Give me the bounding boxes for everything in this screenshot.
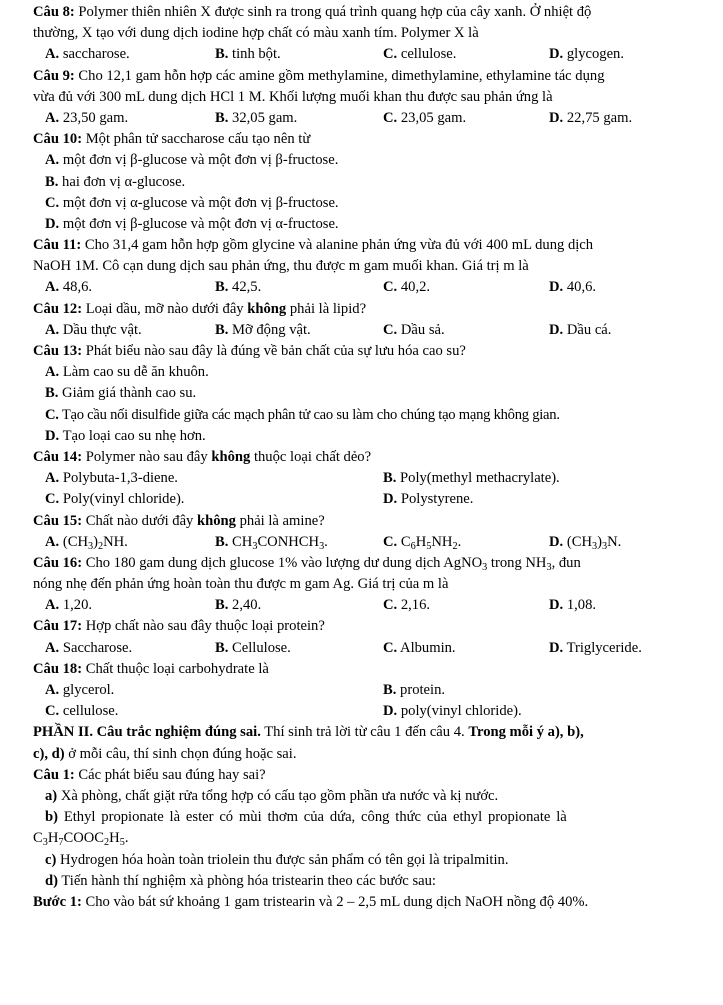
option-b[interactable]: B. hai đơn vị α-glucose. bbox=[45, 173, 186, 190]
statement-a[interactable]: a) Xà phòng, chất giặt rửa tổng hợp có cấu tạo gồm phần ưa nước và kị nước. bbox=[45, 787, 499, 804]
option-b[interactable]: B. 32,05 gam. bbox=[215, 109, 298, 126]
option-b[interactable]: B. 42,5. bbox=[215, 279, 262, 296]
option-c[interactable]: C. Dầu sả. bbox=[383, 321, 445, 338]
question-text: Các phát biểu sau đúng hay sai? bbox=[74, 766, 266, 783]
option-c[interactable]: C. $C_6H_5NH_2$. bbox=[383, 533, 462, 552]
question-number: Câu 10: bbox=[33, 131, 83, 148]
question-10 bbox=[33, 129, 681, 235]
question-text: vừa đủ với 300 mL dung dịch HCl 1 M. Khối lượng muối khan thu được sau phản ứng là bbox=[33, 88, 553, 105]
true-false-question-1 bbox=[33, 765, 681, 913]
option-c[interactable]: C. Tạo cầu nối disulfide giữa các mạch phân tử cao su làm cho chúng tạo mạng không gian. bbox=[45, 406, 560, 423]
option-c[interactable]: C. một đơn vị α-glucose và một đơn vị β-fructose. bbox=[45, 194, 339, 211]
question-number: Câu 13: bbox=[33, 343, 83, 359]
option-b[interactable]: B. $CH_3CONHCH_3$. bbox=[215, 533, 328, 552]
option-a[interactable]: A. một đơn vị β-glucose và một đơn vị β-fructose. bbox=[45, 152, 339, 169]
option-a[interactable]: A. 48,6. bbox=[45, 279, 93, 296]
answer-options bbox=[33, 532, 681, 553]
answer-options bbox=[33, 701, 681, 722]
answer-options bbox=[33, 595, 681, 616]
option-d[interactable]: D. Dầu cá. bbox=[549, 321, 612, 338]
question-13 bbox=[33, 341, 681, 447]
question-11 bbox=[33, 235, 681, 299]
option-a[interactable]: A. glycerol. bbox=[45, 682, 115, 698]
question-15: Câu 15: Chất nào dưới đây không phải là amine? A. $(CH_3)_2NH$. B. $CH_3CONHCH_3$. C. $C_6H_5NH_2$. D. $(CH_3)_3N$. bbox=[33, 511, 681, 553]
option-c[interactable]: C. 23,05 gam. bbox=[383, 109, 467, 126]
answer-options bbox=[33, 638, 681, 659]
option-a[interactable]: A. Polybuta-1,3-diene. bbox=[45, 470, 178, 487]
option-d[interactable]: D. glycogen. bbox=[549, 46, 624, 63]
option-a[interactable]: A. Dầu thực vật. bbox=[45, 321, 142, 338]
question-number: Câu 14: bbox=[33, 448, 83, 465]
option-b[interactable]: B. tinh bột. bbox=[215, 46, 281, 63]
question-text: Chất thuộc loại carbohydrate là bbox=[82, 660, 269, 677]
option-c[interactable]: C. 40,2. bbox=[383, 279, 431, 296]
question-number: Câu 1: bbox=[33, 766, 75, 783]
question-14: Câu 14: Polymer nào sau đây không thuộc loại chất dẻo? A. Polybuta-1,3-diene. B. Poly(methyl methacrylate). C. Poly(vinyl chloride). D. Polystyrene. bbox=[33, 447, 681, 511]
option-b[interactable]: B. Poly(methyl methacrylate). bbox=[383, 470, 560, 487]
step-1: Bước 1: Cho vào bát sứ khoảng 1 gam tristearin và 2 – 2,5 mL dung dịch NaOH nồng độ 40%. bbox=[33, 893, 589, 910]
answer-options bbox=[33, 320, 681, 341]
option-a[interactable]: A. 1,20. bbox=[45, 597, 93, 614]
question-16: Câu 16: Cho 180 gam dung dịch glucose 1% vào lượng dư dung dịch AgNO$_3$ trong $NH_3$, đun nóng nhẹ đến phản ứng hoàn toàn thu được m gam Ag. Giá trị của m là A. 1,20. B. 2,40. C. 2,16. D. 1,08. bbox=[33, 553, 681, 617]
question-text: Polymer thiên nhiên X được sinh ra trong quá trình quang hợp của cây xanh. Ở nhiệt độ bbox=[74, 4, 592, 20]
question-number: Câu 18: bbox=[33, 660, 83, 677]
option-a[interactable]: A. saccharose. bbox=[45, 46, 130, 63]
option-b[interactable]: B. protein. bbox=[383, 682, 446, 698]
option-a[interactable]: A. Saccharose. bbox=[45, 639, 133, 656]
answer-options bbox=[33, 44, 681, 65]
question-text: Cho 31,4 gam hỗn hợp gồm glycine và alanine phản ứng vừa đủ với 400 mL dung dịch bbox=[81, 237, 594, 254]
option-c[interactable]: C. cellulose. bbox=[45, 703, 119, 720]
option-d[interactable]: D. Polystyrene. bbox=[383, 491, 474, 508]
question-number: Câu 16: bbox=[33, 554, 83, 571]
answer-options bbox=[33, 468, 681, 489]
question-text: thường, X tạo với dung dịch iodine hợp chất có màu xanh tím. Polymer X là bbox=[33, 25, 479, 42]
option-b[interactable]: B. Mỡ động vật. bbox=[215, 321, 311, 338]
option-d[interactable]: D. Triglyceride. bbox=[549, 639, 642, 656]
answer-options bbox=[33, 680, 681, 701]
statement-d[interactable]: d) Tiến hành thí nghiệm xà phòng hóa tristearin theo các bước sau: bbox=[45, 872, 436, 889]
option-a[interactable]: A. Làm cao su dễ ăn khuôn. bbox=[45, 364, 209, 381]
part-2-heading: PHẦN II. Câu trắc nghiệm đúng sai. Thí sinh trả lời từ câu 1 đến câu 4. Trong mỗi ý a), b), c), d) ở mỗi câu, thí sinh chọn đúng hoặc sai. bbox=[33, 724, 584, 762]
option-d[interactable]: D. một đơn vị β-glucose và một đơn vị α-fructose. bbox=[45, 215, 339, 232]
question-text: Cho 12,1 gam hỗn hợp các amine gồm methylamine, dimethylamine, ethylamine tác dụng bbox=[74, 67, 605, 84]
option-c[interactable]: C. Poly(vinyl chloride). bbox=[45, 491, 185, 508]
question-number: Câu 8: bbox=[33, 4, 75, 20]
option-d[interactable]: D. $(CH_3)_3N$. bbox=[549, 533, 622, 552]
statement-b-formula: $C_3H_7COOC_2H_5$. bbox=[33, 830, 129, 849]
option-c[interactable]: C. 2,16. bbox=[383, 597, 431, 614]
statement-c[interactable]: c) Hydrogen hóa hoàn toàn triolein thu được sản phẩm có tên gọi là tripalmitin. bbox=[45, 851, 509, 868]
option-d[interactable]: D. Tạo loại cao su nhẹ hơn. bbox=[45, 427, 206, 444]
option-d[interactable]: D. poly(vinyl chloride). bbox=[383, 703, 522, 720]
question-text: Phát biểu nào sau đây là đúng về bản chất của sự lưu hóa cao su? bbox=[82, 343, 466, 359]
option-b[interactable]: B. 2,40. bbox=[215, 597, 262, 614]
option-b[interactable]: B. Cellulose. bbox=[215, 639, 291, 656]
option-c[interactable]: C. Albumin. bbox=[383, 639, 456, 656]
question-text: Một phân tử saccharose cấu tạo nên từ bbox=[82, 131, 311, 148]
option-d[interactable]: D. 1,08. bbox=[549, 597, 597, 614]
question-8 bbox=[33, 2, 681, 66]
answer-options bbox=[33, 108, 681, 129]
question-number: Câu 12: bbox=[33, 300, 83, 317]
statement-b[interactable]: b) Ethyl propionate là ester có mùi thơm của dứa, công thức của ethyl propionate là bbox=[45, 809, 567, 826]
question-text: NaOH 1M. Cô cạn dung dịch sau phản ứng, thu được m gam muối khan. Giá trị m là bbox=[33, 258, 529, 275]
answer-options bbox=[33, 489, 681, 510]
option-c[interactable]: C. cellulose. bbox=[383, 46, 457, 63]
exam-page bbox=[33, 2, 681, 913]
option-d[interactable]: D. 40,6. bbox=[549, 279, 597, 296]
question-number: Câu 17: bbox=[33, 618, 83, 635]
option-b[interactable]: B. Giảm giá thành cao su. bbox=[45, 385, 197, 402]
question-number: Câu 11: bbox=[33, 237, 82, 254]
question-number: Câu 9: bbox=[33, 67, 75, 84]
question-12: Câu 12: Loại dầu, mỡ nào dưới đây không phải là lipid? A. Dầu thực vật. B. Mỡ động vật. C. Dầu sả. D. Dầu cá. bbox=[33, 299, 681, 341]
answer-options bbox=[33, 277, 681, 298]
question-9 bbox=[33, 66, 681, 130]
question-text: nóng nhẹ đến phản ứng hoàn toàn thu được m gam Ag. Giá trị của m là bbox=[33, 576, 449, 593]
question-17 bbox=[33, 616, 681, 658]
question-18 bbox=[33, 659, 681, 723]
option-d[interactable]: D. 22,75 gam. bbox=[549, 109, 633, 126]
question-text: Hợp chất nào sau đây thuộc loại protein? bbox=[82, 618, 325, 635]
question-number: Câu 15: bbox=[33, 512, 83, 529]
option-a[interactable]: A. 23,50 gam. bbox=[45, 109, 129, 126]
option-a[interactable]: A. $(CH_3)_2NH$. bbox=[45, 533, 128, 552]
